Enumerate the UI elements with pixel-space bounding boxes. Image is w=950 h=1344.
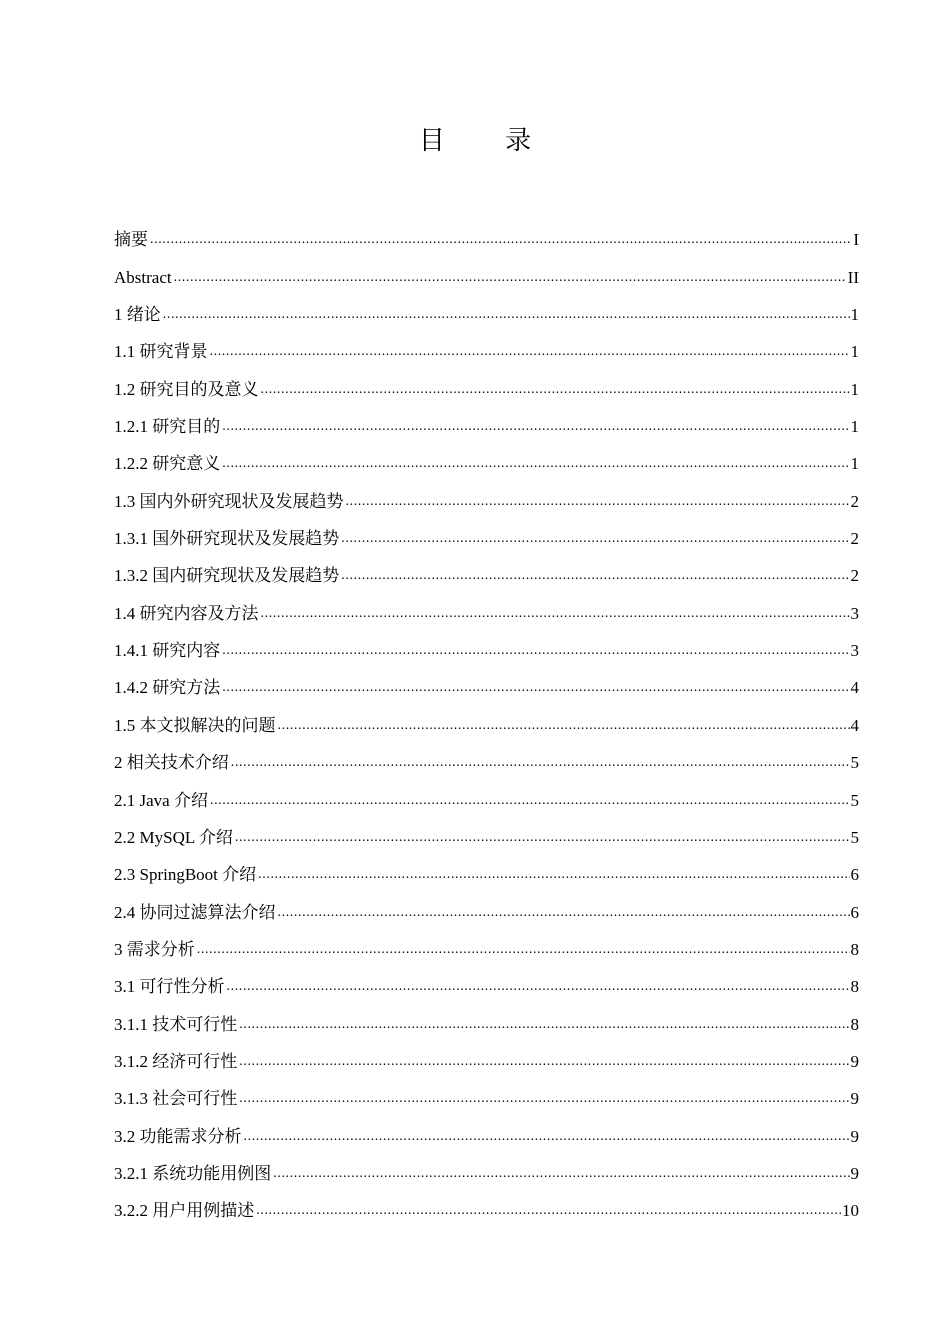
toc-entry-label: Abstract <box>114 267 172 287</box>
toc-entry-page-number: 9 <box>850 1126 859 1146</box>
toc-entry-label: 1.2.2 研究意义 <box>114 454 221 474</box>
toc-entry-label: 3.2.1 系统功能用例图 <box>114 1163 272 1183</box>
toc-entry[interactable] <box>114 1072 859 1109</box>
toc-dot-leader <box>235 828 850 848</box>
toc-entry[interactable] <box>114 698 859 735</box>
toc-dot-leader <box>222 454 849 474</box>
toc-dot-leader <box>261 604 850 624</box>
toc-entry[interactable] <box>114 1147 859 1184</box>
toc-entry-page-number: 2 <box>850 566 859 586</box>
toc-entry[interactable] <box>114 848 859 885</box>
toc-entry-label: 1.3.1 国外研究现状及发展趋势 <box>114 529 340 549</box>
toc-entry-label: 1.1 研究背景 <box>114 342 208 362</box>
toc-dot-leader <box>273 1164 849 1184</box>
toc-entry-page-number: 10 <box>842 1201 859 1221</box>
toc-entry[interactable] <box>114 736 859 773</box>
toc-dot-leader <box>341 566 849 586</box>
toc-entry[interactable] <box>114 773 859 810</box>
toc-entry-label: 1.4.2 研究方法 <box>114 678 221 698</box>
toc-entry[interactable] <box>114 437 859 474</box>
toc-entry[interactable] <box>114 997 859 1034</box>
toc-dot-leader <box>278 716 850 736</box>
toc-dot-leader <box>222 641 849 661</box>
toc-entry-page-number: II <box>847 267 859 287</box>
toc-entry-page-number: 5 <box>850 753 859 773</box>
toc-entry[interactable] <box>114 288 859 325</box>
table-of-contents <box>114 213 859 1221</box>
toc-entry[interactable] <box>114 923 859 960</box>
toc-entry-label: 1.2.1 研究目的 <box>114 417 221 437</box>
toc-entry-page-number: 8 <box>850 939 859 959</box>
toc-entry-page-number: 1 <box>850 379 859 399</box>
toc-entry[interactable] <box>114 474 859 511</box>
toc-entry-page-number: 1 <box>850 454 859 474</box>
toc-entry-page-number: 4 <box>850 715 859 735</box>
toc-entry-page-number: 2 <box>850 491 859 511</box>
toc-dot-leader <box>222 417 849 437</box>
toc-entry-label: 3.1.3 社会可行性 <box>114 1089 238 1109</box>
toc-entry-label: 摘要 <box>114 230 148 250</box>
toc-entry-label: 3.1 可行性分析 <box>114 977 225 997</box>
toc-entry-page-number: 9 <box>850 1089 859 1109</box>
toc-entry[interactable] <box>114 549 859 586</box>
toc-entry-page-number: 8 <box>850 1014 859 1034</box>
toc-entry-page-number: 8 <box>850 977 859 997</box>
toc-entry-page-number: 5 <box>850 790 859 810</box>
toc-entry[interactable] <box>114 960 859 997</box>
toc-entry-label: 2 相关技术介绍 <box>114 753 229 773</box>
toc-dot-leader <box>258 865 849 885</box>
toc-dot-leader <box>210 342 850 362</box>
toc-entry-page-number: I <box>853 230 859 250</box>
toc-entry-label: 3.1.1 技术可行性 <box>114 1014 238 1034</box>
toc-entry-label: 2.2 MySQL 介绍 <box>114 827 233 847</box>
toc-entry-label: 2.4 协同过滤算法介绍 <box>114 902 276 922</box>
toc-dot-leader <box>227 977 850 997</box>
toc-dot-leader <box>174 268 847 288</box>
toc-entry-page-number: 1 <box>850 342 859 362</box>
toc-entry-page-number: 1 <box>850 305 859 325</box>
toc-dot-leader <box>163 305 850 325</box>
toc-dot-leader <box>239 1015 849 1035</box>
toc-entry[interactable] <box>114 1035 859 1072</box>
toc-entry-label: 3.2 功能需求分析 <box>114 1126 242 1146</box>
toc-entry-label: 1.3.2 国内研究现状及发展趋势 <box>114 566 340 586</box>
toc-entry-label: 3.2.2 用户用例描述 <box>114 1201 255 1221</box>
toc-entry[interactable] <box>114 586 859 623</box>
toc-entry[interactable] <box>114 811 859 848</box>
toc-entry-label: 3 需求分析 <box>114 939 195 959</box>
toc-entry[interactable] <box>114 1109 859 1146</box>
toc-entry-label: 1 绪论 <box>114 305 161 325</box>
toc-dot-leader <box>244 1127 850 1147</box>
toc-dot-leader <box>261 380 850 400</box>
toc-entry[interactable] <box>114 400 859 437</box>
toc-dot-leader <box>231 753 850 773</box>
toc-dot-leader <box>150 230 852 250</box>
page-title: 目 录 <box>418 126 558 156</box>
toc-entry-page-number: 1 <box>850 417 859 437</box>
toc-entry[interactable] <box>114 250 859 287</box>
toc-entry[interactable] <box>114 362 859 399</box>
toc-entry-label: 3.1.2 经济可行性 <box>114 1051 238 1071</box>
toc-entry[interactable] <box>114 325 859 362</box>
toc-entry-label: 1.4 研究内容及方法 <box>114 603 259 623</box>
toc-entry-page-number: 5 <box>850 827 859 847</box>
toc-entry-label: 2.3 SpringBoot 介绍 <box>114 865 257 885</box>
toc-entry-label: 1.3 国内外研究现状及发展趋势 <box>114 491 344 511</box>
toc-dot-leader <box>346 492 850 512</box>
toc-entry-page-number: 3 <box>850 603 859 623</box>
toc-entry-page-number: 9 <box>850 1051 859 1071</box>
toc-dot-leader <box>222 678 849 698</box>
toc-entry-page-number: 9 <box>850 1163 859 1183</box>
toc-entry[interactable] <box>114 885 859 922</box>
toc-entry-page-number: 6 <box>850 902 859 922</box>
toc-entry-label: 1.5 本文拟解决的问题 <box>114 715 276 735</box>
toc-dot-leader <box>341 529 849 549</box>
toc-dot-leader <box>256 1201 841 1221</box>
toc-entry-page-number: 6 <box>850 865 859 885</box>
toc-entry-label: 1.4.1 研究内容 <box>114 641 221 661</box>
toc-entry-page-number: 3 <box>850 641 859 661</box>
toc-dot-leader <box>197 940 850 960</box>
toc-entry[interactable] <box>114 661 859 698</box>
toc-entry[interactable] <box>114 213 859 250</box>
toc-dot-leader <box>239 1052 849 1072</box>
toc-dot-leader <box>210 791 850 811</box>
toc-entry-page-number: 4 <box>850 678 859 698</box>
toc-dot-leader <box>278 903 850 923</box>
toc-entry[interactable] <box>114 512 859 549</box>
toc-entry[interactable] <box>114 624 859 661</box>
toc-entry-page-number: 2 <box>850 529 859 549</box>
toc-entry-label: 1.2 研究目的及意义 <box>114 379 259 399</box>
toc-entry-label: 2.1 Java 介绍 <box>114 790 208 810</box>
toc-entry[interactable] <box>114 1184 859 1221</box>
toc-dot-leader <box>239 1089 849 1109</box>
